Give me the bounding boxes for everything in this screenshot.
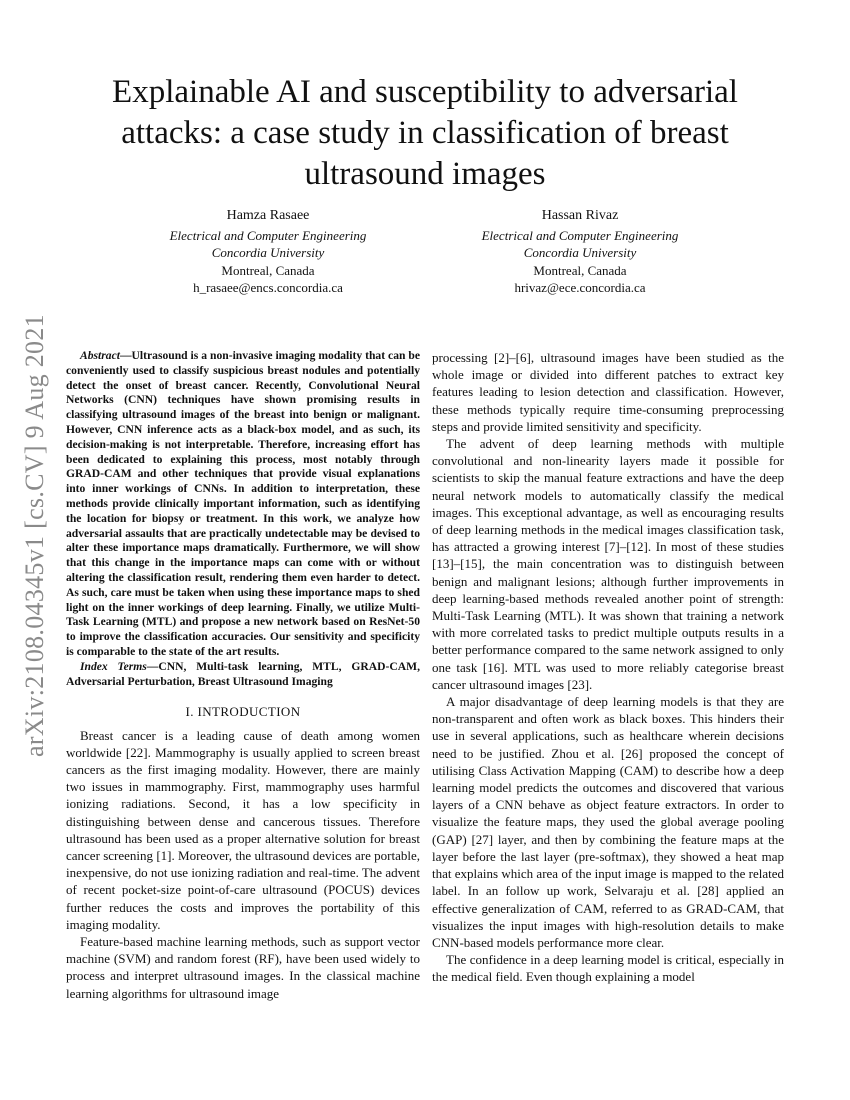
body-paragraph: The confidence in a deep learning model is critical, especially in the medical field. Even though explaining a model xyxy=(432,952,784,985)
body-paragraph: Feature-based machine learning methods, such as support vector machine (SVM) and random forest (RF), have been used widely to process and interpret ultrasound images. In the classical machine learning algorithms for ultrasound image xyxy=(66,933,420,1001)
author-email: hrivaz@ece.concordia.ca xyxy=(514,280,646,296)
body-paragraph: The advent of deep learning methods with multiple convolutional and non-linearity layers made it possible for scientists to skip the manual feature extractions and have the deep neural network models to automatically classify the medical images. This exceptional advantage, as well as encouraging results of deep learning methods in the medical images classification task, has attracted a growing interest [7]–[12]. In most of these studies [13]–[15], the main concentration was to distinguish between benign and malignant lesions; although further improvements in deep learning-based methods revealed another point of strength: Multi-Task Learning (MTL). It was shown that training a network with more correlated tasks to predict multiple outputs results in a better performance compared to the same network assigned to only one task [16]. MTL was used to more reliably categorise breast cancer ultrasound images [23]. xyxy=(432,436,784,692)
body-paragraph: Breast cancer is a leading cause of death among women worldwide [22]. Mammography is usually applied to screen breast cancers as the first imaging modality. However, there are mainly two issues in mammography. First, mammography uses harmful ionizing radiations. Second, it has a low specificity in distinguishing between dense and cancerous tissues. Therefore ultrasound has been used as a proper alternative solution for breast cancer screening [1]. Moreover, the ultrasound devices are portable, inexpensive, do not use ionizing radiation and real-time. The advent of recent pocket-size point-of-care ultrasound (POCUS) devices further reduces the costs and improves the portability of this imaging modality. xyxy=(66,727,420,932)
author-university: Concordia University xyxy=(523,245,637,261)
paper-title: Explainable AI and susceptibility to adversarial attacks: a case study in classification of breast ultrasound images xyxy=(112,74,738,192)
author-department: Electrical and Computer Engineering xyxy=(169,227,367,243)
section-heading: I. INTRODUCTION xyxy=(185,704,301,720)
author-name: Hassan Rivaz xyxy=(541,208,619,223)
left-column xyxy=(66,349,420,1002)
arxiv-identifier: arXiv:2108.04345v1 [cs.CV] 9 Aug 2021 xyxy=(20,314,49,758)
body-paragraph: processing [2]–[6], ultrasound images have been studied as the whole image or divided into different patches to extract key features leading to lesion detection and classification. However, these methods typically require time-consuming preprocessing steps and provide limited sensitivity and specificity. xyxy=(432,350,784,434)
abstract-text: —Ultrasound is a non-invasive imaging modality that can be conveniently used to classify suspicious breast nodules and potentially detect the onset of breast cancer. Recently, Convolutional Neural Networks (CNN) techniques have shown promising results in classifying ultrasound images of the breast into benign or malignant. However, CNN inference acts as a black-box model, and as such, its decision-making is not interpretable. Therefore, increasing effort has been dedicated to explaining this process, most notably through GRAD-CAM and other techniques that provide visual explanations into inner workings of CNNs. In addition to interpretation, these methods provide clinically important information, such as identifying the location for biopsy or treatment. In this work, we analyze how adversarial assaults that are practically undetectable may be devised to alter these importance maps dramatically. Furthermore, we will show that this change in the importance maps can come with or without altering the classification result, rendering them even harder to detect. As such, care must be taken when using these importance maps to shed light on the inner workings of deep learning. Finally, we utilize Multi-Task Learning (MTL) and propose a new network based on ResNet-50 to improve the classification accuracies. Our sensitivity and specificity is comparable to the state of the art results. xyxy=(66,349,420,658)
index-terms xyxy=(66,660,420,690)
author-location: Montreal, Canada xyxy=(533,262,627,278)
author-name: Hamza Rasaee xyxy=(226,208,310,223)
author-block-1 xyxy=(118,207,418,297)
author-location: Montreal, Canada xyxy=(221,262,315,278)
abstract-label: Abstract xyxy=(80,349,120,362)
right-column xyxy=(432,349,784,986)
abstract xyxy=(66,349,420,660)
author-block-2 xyxy=(430,207,730,297)
author-email: h_rasaee@encs.concordia.ca xyxy=(193,280,343,296)
body-paragraph: A major disadvantage of deep learning models is that they are non-transparent and often work as black boxes. This hinders their use in several applications, such as healthcare wherein decisions need to be justified. Zhou et al. [26] proposed the concept of utilising Class Activation Mapping (CAM) to describe how a deep learning model predicts the outcomes and discovered that various layers of a CNN behave as object feature extractors. In order to visualize the feature maps, they used the global average pooling (GAP) [27] layer, and then by combining the feature maps at the layer before the last layer (pre-softmax), they showed a heat map that explains which area of the input image is mapped to the related label. In an follow up work, Selvaraju et al. [28] applied an effective generalization of CAM, referred to as GRAD-CAM, that visualizes the input images with high-resolution details to make CNN-based models performance more clear. xyxy=(432,694,784,950)
author-department: Electrical and Computer Engineering xyxy=(481,227,679,243)
author-university: Concordia University xyxy=(211,245,325,261)
index-terms-text: —CNN, Multi-task learning, MTL, GRAD-CAM, Adversarial Perturbation, Breast Ultrasound Imaging xyxy=(66,659,420,688)
index-terms-label: Index Terms xyxy=(80,659,147,673)
